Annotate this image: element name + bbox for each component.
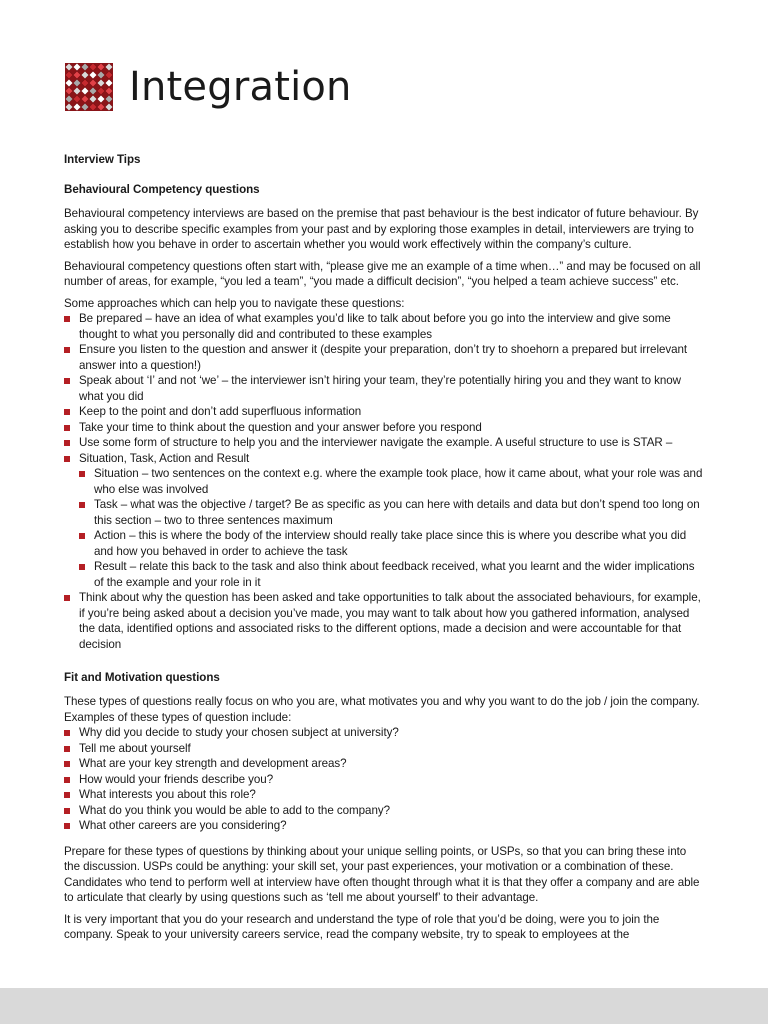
approaches-list-end bbox=[64, 590, 704, 652]
list-item: Task – what was the objective / target? Be as specific as you can here with details and data but don’t spend too long on this section – two to three sentences maximum bbox=[79, 497, 704, 528]
list-item: Speak about ‘I’ and not ‘we’ – the interviewer isn’t hiring your team, they’re potentially hiring you and they want to know what you did bbox=[64, 373, 704, 404]
star-list bbox=[64, 466, 704, 590]
fit-intro: These types of questions really focus on who you are, what motivates you and why you want to do the job / join the company. Examples of these types of question include: bbox=[64, 695, 700, 724]
fit-heading: Fit and Motivation questions bbox=[64, 671, 220, 684]
list-item: Why did you decide to study your chosen subject at university? bbox=[64, 725, 704, 741]
approaches-list bbox=[64, 311, 704, 466]
list-item: Situation, Task, Action and Result bbox=[64, 451, 704, 467]
fit-paragraph-1: Prepare for these types of questions by thinking about your unique selling points, or USPs, so that you can bring these into the discussion. USPs could be anything: your skill set, your past experiences, your motivation or a combination of these. Candidates who tend to perform well at interview have often thought through what it is that they offer a company and are able to articulate that clearly by using questions such as ‘tell me about yourself’ to their advantage. bbox=[64, 844, 700, 904]
doc-title: Interview Tips bbox=[64, 153, 141, 166]
list-item: Situation – two sentences on the context e.g. where the example took place, how it came about, what your role was and who else was involved bbox=[79, 466, 704, 497]
list-item: Action – this is where the body of the interview should really take place since this is where you describe what you did and how you behaved in order to achieve the task bbox=[79, 528, 704, 559]
fit-questions-list bbox=[64, 725, 704, 834]
list-item: How would your friends describe you? bbox=[64, 772, 704, 788]
brand-name: Integration bbox=[129, 64, 352, 110]
list-item: What do you think you would be able to add to the company? bbox=[64, 803, 704, 819]
list-item: What interests you about this role? bbox=[64, 787, 704, 803]
fit-paragraph-2: It is very important that you do your research and understand the type of role that you’d be doing, were you to join the company. Speak to your university careers service, read the company website, try to speak to employees at the bbox=[64, 912, 660, 941]
list-item: What are your key strength and development areas? bbox=[64, 756, 704, 772]
integration-logo-icon bbox=[65, 63, 113, 111]
header bbox=[65, 63, 352, 111]
list-item: What other careers are you considering? bbox=[64, 818, 704, 834]
behavioural-paragraph-1: Behavioural competency interviews are based on the premise that past behaviour is the best indicator of future behaviour. By asking you to describe specific examples from your past and by exploring those examples in detail, interviewers are trying to establish how you behave in order to ascertain whether you would work effectively within the company’s culture. bbox=[64, 207, 699, 251]
list-item: Ensure you listen to the question and answer it (despite your preparation, don’t try to shoehorn a prepared but irrelevant answer into a question!) bbox=[64, 342, 704, 373]
list-item: Be prepared – have an idea of what examples you’d like to talk about before you go into the interview and give some thought to what you personally did and contributed to these examples bbox=[64, 311, 704, 342]
document-body bbox=[64, 150, 704, 943]
list-item: Tell me about yourself bbox=[64, 741, 704, 757]
list-item: Take your time to think about the question and your answer before you respond bbox=[64, 420, 704, 436]
behavioural-heading: Behavioural Competency questions bbox=[64, 183, 260, 196]
behavioural-paragraph-2: Behavioural competency questions often start with, “please give me an example of a time when…” and may be focused on all number of areas, for example, “you led a team”, “you made a difficult decision”, “you helped a team achieve success” etc. bbox=[64, 259, 701, 288]
list-item: Use some form of structure to help you and the interviewer navigate the example. A useful structure to use is STAR – bbox=[64, 435, 704, 451]
footer-bar bbox=[0, 988, 768, 1024]
list-item: Think about why the question has been asked and take opportunities to talk about the associated behaviours, for example, if you’re being asked about a decision you’ve made, you may want to talk about how you gathered information, analysed the data, identified options and associated risks to the different options, made a decision and were accountable for that decision bbox=[64, 590, 704, 652]
approaches-intro: Some approaches which can help you to navigate these questions: bbox=[64, 296, 405, 310]
list-item: Keep to the point and don’t add superfluous information bbox=[64, 404, 704, 420]
list-item: Result – relate this back to the task and also think about feedback received, what you learnt and the wider implications of the example and your role in it bbox=[79, 559, 704, 590]
